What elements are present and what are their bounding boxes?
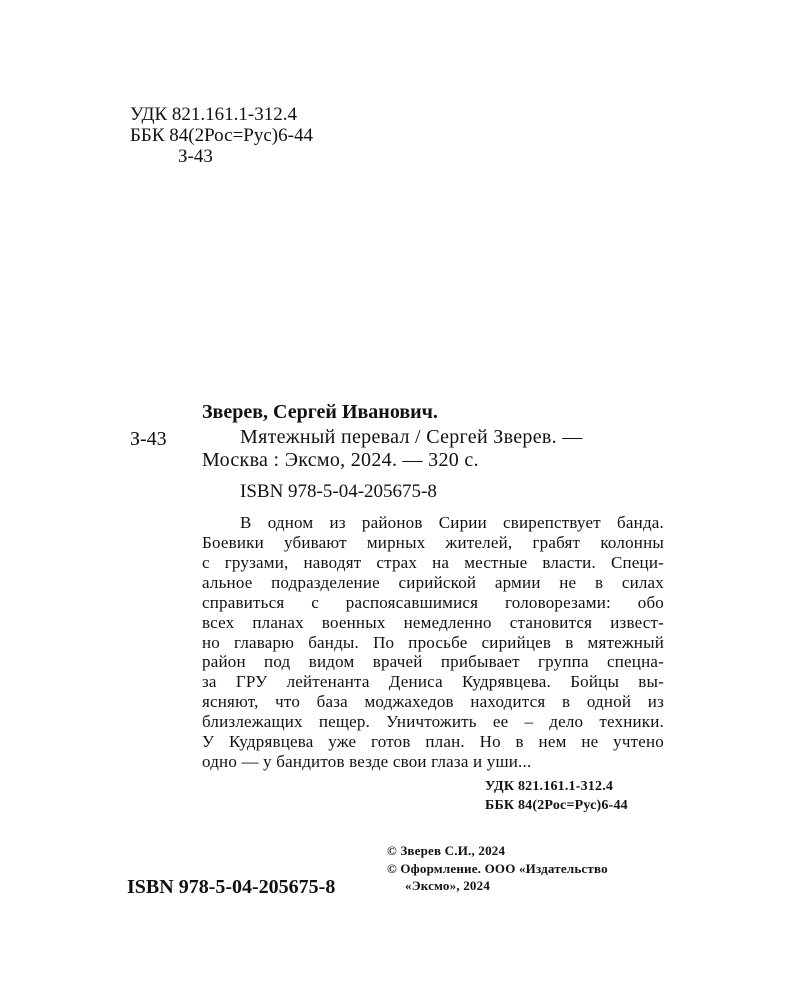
- annotation-line: район под видом врачей прибывает группа спецна-: [202, 652, 664, 671]
- title-line: Москва : Эксмо, 2024. — 320 с.: [202, 449, 479, 471]
- annotation-line: У Кудрявцева уже готов план. Но в нем не учтено: [202, 732, 664, 751]
- copyright-design-cont: «Эксмо», 2024: [405, 878, 491, 893]
- bbk-code-right: ББК 84(2Рос=Рус)6-44: [485, 798, 628, 813]
- annotation-line-last: одно — у бандитов везде свои глаза и уши...: [202, 752, 532, 771]
- author-sign-left: З-43: [130, 428, 167, 450]
- annotation-line: с грузами, наводят страх на местные власти. Специ-: [202, 553, 664, 572]
- annotation-line: Боевики убивают мирных жителей, грабят колонны: [202, 533, 664, 552]
- isbn-main: ISBN 978-5-04-205675-8: [240, 481, 437, 502]
- udk-code-right: УДК 821.161.1-312.4: [485, 779, 614, 794]
- annotation-line: альное подразделение сирийской армии не в силах: [202, 573, 664, 592]
- annotation-line: В одном из районов Сирии свирепствует банда.: [240, 513, 664, 532]
- annotation-line: справиться с распоясавшимися головорезами: обо: [202, 593, 664, 612]
- author-sign-top: З-43: [178, 146, 213, 167]
- bbk-code-top: ББК 84(2Рос=Рус)6-44: [130, 125, 313, 146]
- annotation-line: близлежащих пещер. Уничтожить ее – дело техники.: [202, 712, 664, 731]
- annotation-line: всех планах военных немедленно становится извест-: [202, 613, 664, 632]
- udk-code-top: УДК 821.161.1-312.4: [130, 104, 297, 125]
- isbn-bottom: ISBN 978-5-04-205675-8: [127, 876, 336, 898]
- annotation-line: за ГРУ лейтенанта Дениса Кудрявцева. Бойцы вы-: [202, 672, 664, 691]
- title-line: Мятежный перевал / Сергей Зверев. —: [240, 426, 583, 448]
- copyright-design: © Оформление. ООО «Издательство: [387, 861, 608, 876]
- copyright-author: © Зверев С.И., 2024: [387, 843, 506, 858]
- annotation-line: ясняют, что база моджахедов находится в одной из: [202, 692, 664, 711]
- annotation-line: но главарю банды. По просьбе сирийцев в мятежный: [202, 633, 664, 652]
- author-heading: Зверев, Сергей Иванович.: [202, 401, 438, 423]
